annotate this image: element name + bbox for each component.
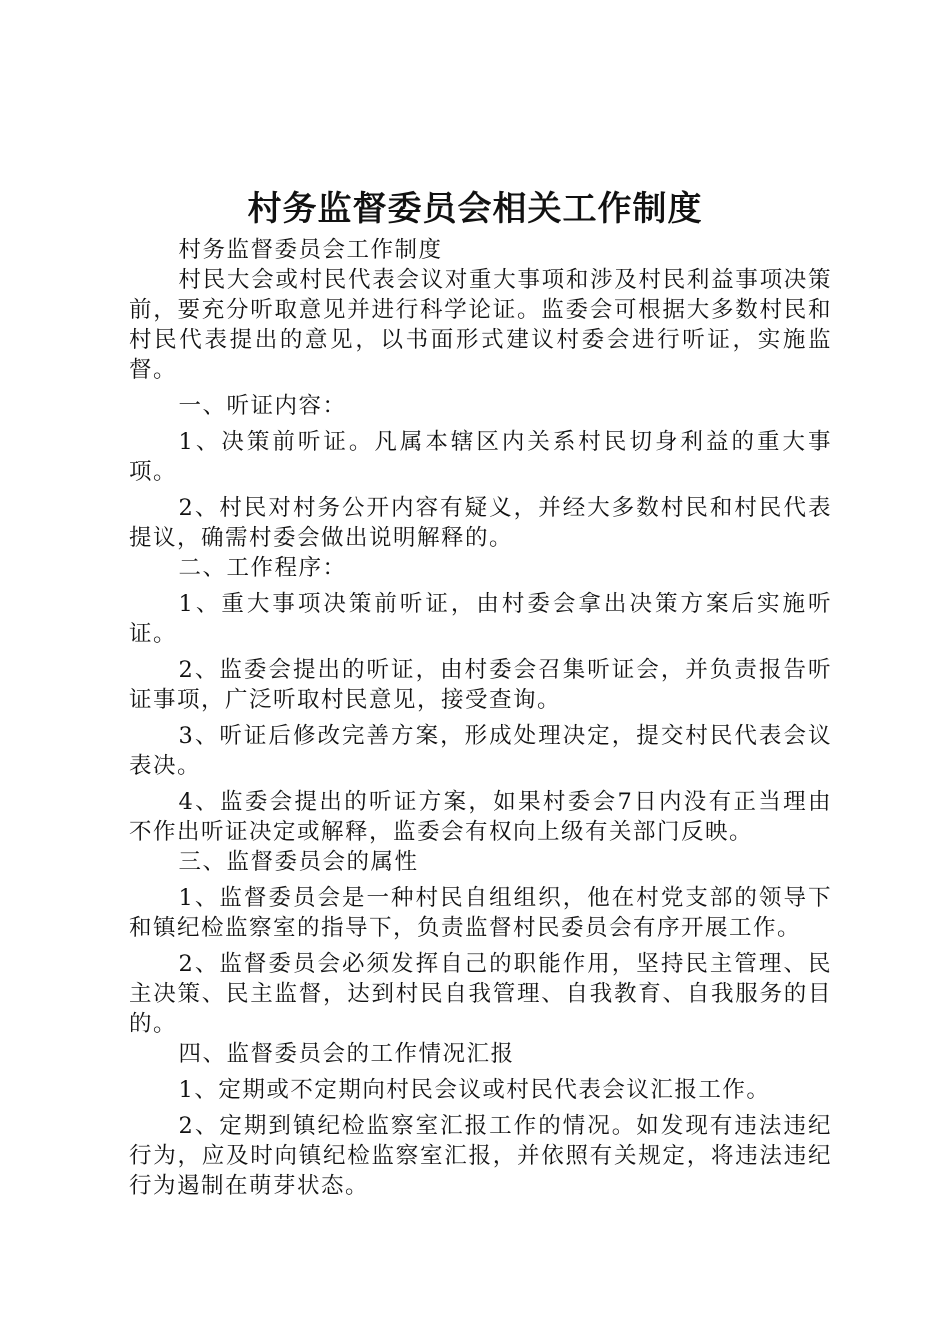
list-item-paragraph: 3、听证后修改完善方案，形成处理决定，提交村民代表会议表决。 xyxy=(129,723,832,779)
list-item-paragraph: 2、定期到镇纪检监察室汇报工作的情况。如发现有违法违纪行为，应及时向镇纪检监察室汇报，并依照有关规定，将违法违纪行为遏制在萌芽状态。 xyxy=(129,1113,832,1199)
section-heading-procedure: 二、工作程序： xyxy=(178,555,347,581)
list-item-paragraph: 2、监委会提出的听证，由村委会召集听证会，并负责报告听证事项，广泛听取村民意见，接受查询。 xyxy=(129,657,832,713)
list-item-paragraph: 1、监督委员会是一种村民自组组织，他在村党支部的领导下和镇纪检监察室的指导下，负责监督村民委员会有序开展工作。 xyxy=(129,885,832,941)
document-title: 村务监督委员会相关工作制度 xyxy=(247,189,703,229)
list-item-paragraph: 1、定期或不定期向村民会议或村民代表会议汇报工作。 xyxy=(178,1077,771,1103)
intro-paragraph: 村民大会或村民代表会议对重大事项和涉及村民利益事项决策前，要充分听取意见并进行科学论证。监委会可根据大多数村民和村民代表提出的意见，以书面形式建议村委会进行听证，实施监督。 xyxy=(129,267,832,383)
list-item-paragraph: 2、村民对村务公开内容有疑义，并经大多数村民和村民代表提议，确需村委会做出说明解释的。 xyxy=(129,495,832,551)
list-item-paragraph: 1、决策前听证。凡属本辖区内关系村民切身利益的重大事项。 xyxy=(129,429,832,485)
list-item-paragraph: 4、监委会提出的听证方案，如果村委会7日内没有正当理由不作出听证决定或解释，监委会有权向上级有关部门反映。 xyxy=(129,789,832,845)
document-body xyxy=(129,235,832,1201)
section-heading-attributes: 三、监督委员会的属性 xyxy=(178,849,419,875)
list-item-paragraph: 1、重大事项决策前听证，由村委会拿出决策方案后实施听证。 xyxy=(129,591,832,647)
subtitle-paragraph: 村务监督委员会工作制度 xyxy=(178,237,443,263)
list-item-paragraph: 2、监督委员会必须发挥自己的职能作用，坚持民主管理、民主决策、民主监督，达到村民自我管理、自我教育、自我服务的目的。 xyxy=(129,951,832,1037)
section-heading-report: 四、监督委员会的工作情况汇报 xyxy=(178,1041,515,1067)
section-heading-hearing-content: 一、听证内容： xyxy=(178,393,347,419)
